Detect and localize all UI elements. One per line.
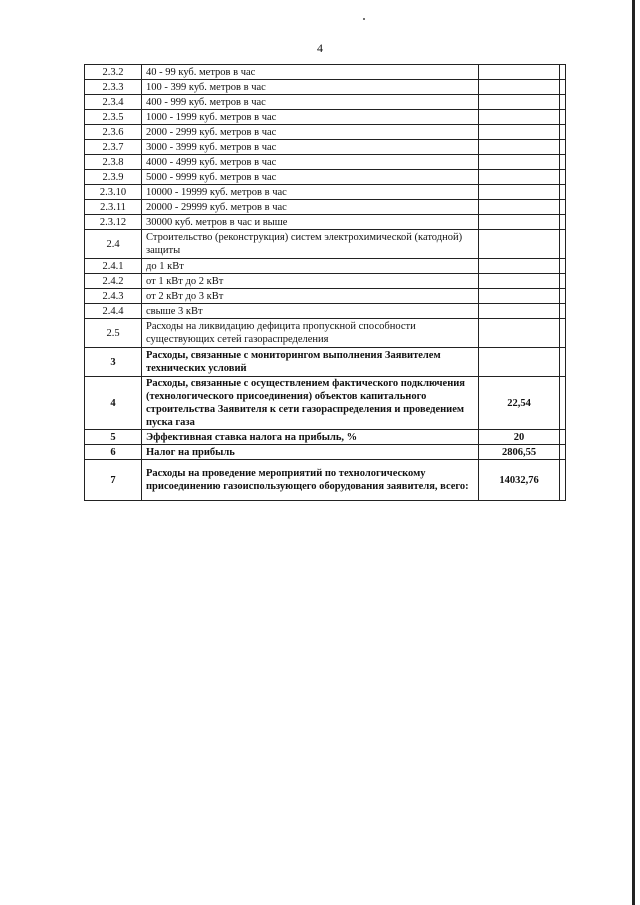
row-number: 6 <box>85 445 142 460</box>
row-extra-cell <box>560 445 566 460</box>
page-number: 4 <box>317 41 323 55</box>
row-value <box>479 140 560 155</box>
row-number: 2.3.12 <box>85 215 142 230</box>
table-row <box>85 259 566 274</box>
row-value <box>479 95 560 110</box>
row-extra-cell <box>560 289 566 304</box>
row-value <box>479 259 560 274</box>
row-extra-cell <box>560 170 566 185</box>
row-value <box>479 289 560 304</box>
row-extra-cell <box>560 377 566 430</box>
row-extra-cell <box>560 65 566 80</box>
table-row <box>85 215 566 230</box>
row-extra-cell <box>560 460 566 501</box>
row-description: 40 - 99 куб. метров в час <box>142 65 479 80</box>
table-row <box>85 304 566 319</box>
row-number: 2.3.9 <box>85 170 142 185</box>
row-value <box>479 215 560 230</box>
table-row <box>85 155 566 170</box>
row-extra-cell <box>560 185 566 200</box>
row-extra-cell <box>560 125 566 140</box>
row-number: 3 <box>85 348 142 377</box>
table-row <box>85 170 566 185</box>
row-value <box>479 185 560 200</box>
row-number: 2.3.4 <box>85 95 142 110</box>
row-extra-cell <box>560 215 566 230</box>
row-number: 2.4 <box>85 230 142 259</box>
row-number: 2.4.4 <box>85 304 142 319</box>
row-description: Налог на прибыль <box>142 445 479 460</box>
row-extra-cell <box>560 140 566 155</box>
row-value <box>479 304 560 319</box>
table-row <box>85 65 566 80</box>
row-value <box>479 170 560 185</box>
row-number: 2.3.7 <box>85 140 142 155</box>
row-value: 20 <box>479 430 560 445</box>
row-description: Эффективная ставка налога на прибыль, % <box>142 430 479 445</box>
row-extra-cell <box>560 430 566 445</box>
row-value <box>479 348 560 377</box>
row-value: 14032,76 <box>479 460 560 501</box>
table-row <box>85 274 566 289</box>
row-number: 2.3.2 <box>85 65 142 80</box>
row-number: 2.4.2 <box>85 274 142 289</box>
row-value: 2806,55 <box>479 445 560 460</box>
row-number: 5 <box>85 430 142 445</box>
row-description: Строительство (реконструкция) систем электрохимической (катодной) защиты <box>142 230 479 259</box>
row-extra-cell <box>560 348 566 377</box>
table-row <box>85 377 566 430</box>
row-value <box>479 319 560 348</box>
table-row <box>85 230 566 259</box>
row-number: 2.3.8 <box>85 155 142 170</box>
row-description: Расходы на проведение мероприятий по технологическому присоединению газоиспользующего оборудования заявителя, всего: <box>142 460 479 501</box>
row-description: свыше 3 кВт <box>142 304 479 319</box>
row-value: 22,54 <box>479 377 560 430</box>
row-extra-cell <box>560 80 566 95</box>
row-number: 2.5 <box>85 319 142 348</box>
row-number: 2.4.3 <box>85 289 142 304</box>
row-value <box>479 230 560 259</box>
row-value <box>479 110 560 125</box>
row-description: 5000 - 9999 куб. метров в час <box>142 170 479 185</box>
row-description: 100 - 399 куб. метров в час <box>142 80 479 95</box>
row-extra-cell <box>560 304 566 319</box>
row-value <box>479 65 560 80</box>
row-value <box>479 200 560 215</box>
row-extra-cell <box>560 230 566 259</box>
row-extra-cell <box>560 319 566 348</box>
table-row <box>85 430 566 445</box>
row-description: 1000 - 1999 куб. метров в час <box>142 110 479 125</box>
row-value <box>479 155 560 170</box>
row-number: 2.3.10 <box>85 185 142 200</box>
scan-edge <box>632 0 635 905</box>
row-extra-cell <box>560 110 566 125</box>
row-extra-cell <box>560 95 566 110</box>
row-description: от 2 кВт до 3 кВт <box>142 289 479 304</box>
row-extra-cell <box>560 155 566 170</box>
row-description: 400 - 999 куб. метров в час <box>142 95 479 110</box>
row-description: Расходы на ликвидацию дефицита пропускной способности существующих сетей газораспределения <box>142 319 479 348</box>
cost-table <box>84 64 566 501</box>
row-description: 30000 куб. метров в час и выше <box>142 215 479 230</box>
row-extra-cell <box>560 274 566 289</box>
row-extra-cell <box>560 200 566 215</box>
table-row <box>85 289 566 304</box>
row-number: 2.4.1 <box>85 259 142 274</box>
row-number: 2.3.3 <box>85 80 142 95</box>
row-description: 10000 - 19999 куб. метров в час <box>142 185 479 200</box>
row-description: от 1 кВт до 2 кВт <box>142 274 479 289</box>
table-row <box>85 110 566 125</box>
row-description: 4000 - 4999 куб. метров в час <box>142 155 479 170</box>
row-description: Расходы, связанные с осуществлением фактического подключения (технологического присоединения) объектов капитального строительства Заявителя к сети газораспределения и проведением пуска газа <box>142 377 479 430</box>
table-row <box>85 185 566 200</box>
row-description: Расходы, связанные с мониторингом выполнения Заявителем технических условий <box>142 348 479 377</box>
row-number: 2.3.5 <box>85 110 142 125</box>
row-number: 2.3.6 <box>85 125 142 140</box>
row-value <box>479 125 560 140</box>
table-row <box>85 445 566 460</box>
row-number: 4 <box>85 377 142 430</box>
table-row <box>85 460 566 501</box>
row-value <box>479 80 560 95</box>
table-row <box>85 80 566 95</box>
table-row <box>85 140 566 155</box>
row-number: 7 <box>85 460 142 501</box>
row-description: 2000 - 2999 куб. метров в час <box>142 125 479 140</box>
scan-speck <box>363 18 365 20</box>
table-row <box>85 125 566 140</box>
row-extra-cell <box>560 259 566 274</box>
row-number: 2.3.11 <box>85 200 142 215</box>
row-description: до 1 кВт <box>142 259 479 274</box>
row-description: 3000 - 3999 куб. метров в час <box>142 140 479 155</box>
row-value <box>479 274 560 289</box>
table-row <box>85 319 566 348</box>
table-row <box>85 348 566 377</box>
table-row <box>85 95 566 110</box>
table-row <box>85 200 566 215</box>
row-description: 20000 - 29999 куб. метров в час <box>142 200 479 215</box>
